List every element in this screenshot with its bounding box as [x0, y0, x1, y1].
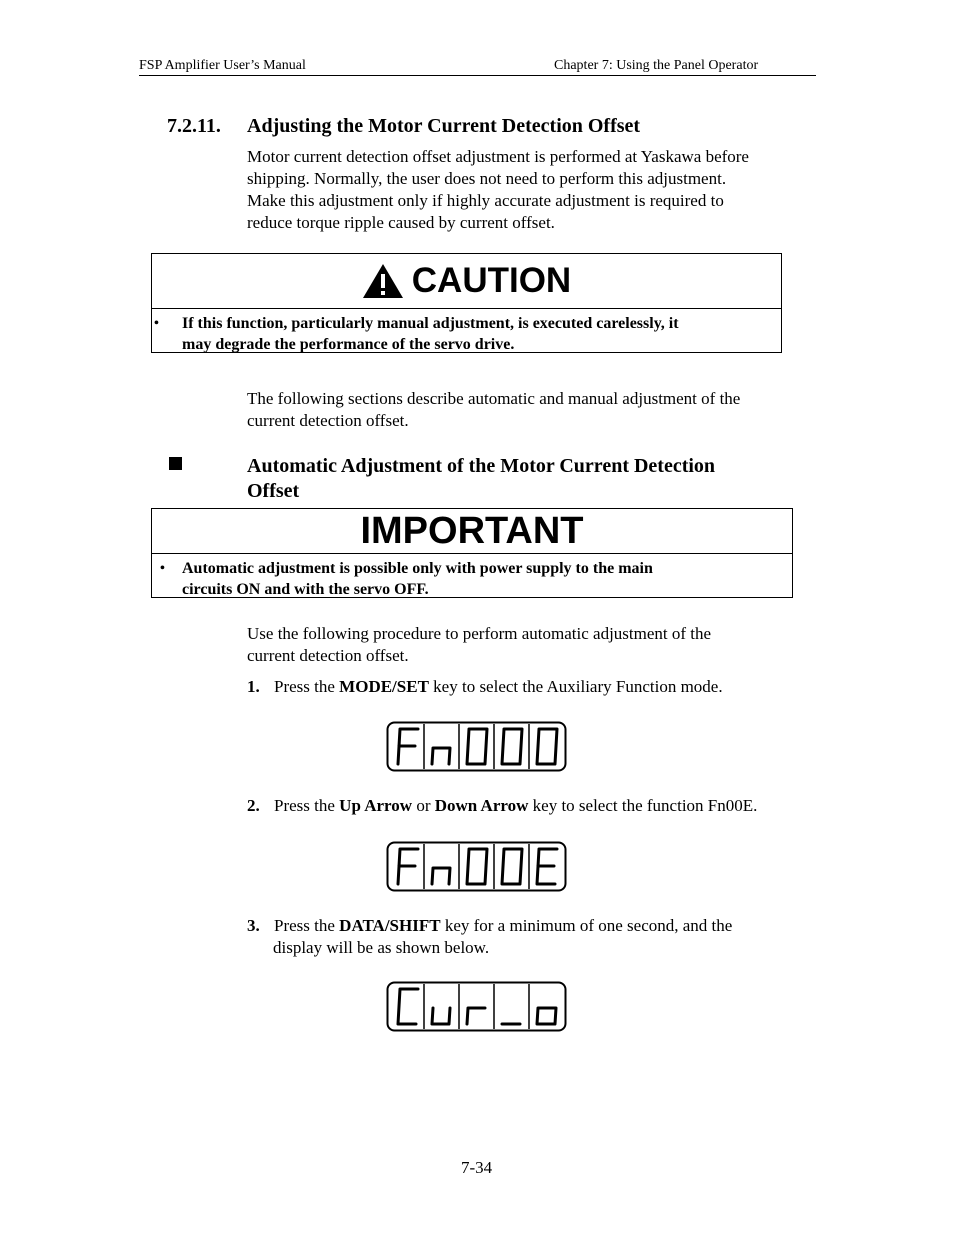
section-number: 7.2.11. [167, 115, 221, 137]
step-text: display will be as shown below. [273, 938, 490, 957]
step-number: 3. [247, 916, 260, 935]
intro-line: Make this adjustment only if highly accurate adjustment is required to [247, 191, 724, 210]
important-body [152, 554, 792, 600]
important-title: IMPORTANT [360, 509, 584, 552]
header-rule [139, 75, 816, 76]
caution-body [152, 309, 781, 355]
step-text: key for a minimum of one second, and the [440, 916, 733, 935]
subsection-title-line: Offset [247, 480, 300, 502]
step-2 [247, 795, 817, 817]
caution-title: CAUTION [411, 261, 572, 300]
step-text: key to select the function Fn00E. [528, 796, 758, 815]
step-text: Press the [274, 677, 340, 696]
section-title: Adjusting the Motor Current Detection Offset [247, 115, 641, 137]
page-number: 7-34 [461, 1158, 493, 1177]
procedure-line: Use the following procedure to perform automatic adjustment of the [247, 624, 712, 643]
intro-line: reduce torque ripple caused by current offset. [247, 213, 555, 232]
caution-bullet: • [154, 316, 159, 331]
step-3 [247, 915, 817, 959]
important-line: Automatic adjustment is possible only with power supply to the main [182, 560, 653, 577]
panel-display-fn00e [386, 841, 567, 892]
sections-paragraph [247, 388, 817, 432]
step-number: 1. [247, 677, 260, 696]
key-name: Up Arrow [339, 796, 413, 815]
step-text: key to select the Auxiliary Function mode. [428, 677, 723, 696]
subsection-title [247, 454, 807, 504]
sections-line: current detection offset. [247, 411, 409, 430]
warning-triangle-icon [362, 263, 404, 299]
key-name: DATA/SHIFT [339, 916, 441, 935]
intro-line: Motor current detection offset adjustment is performed at Yaskawa before [247, 147, 749, 166]
step-text: Press the [274, 796, 340, 815]
procedure-paragraph [247, 623, 817, 667]
important-line: circuits ON and with the servo OFF. [182, 581, 429, 598]
key-name: MODE/SET [339, 677, 429, 696]
step-text: or [412, 796, 435, 815]
step-1 [247, 676, 817, 698]
panel-display-cur-o [386, 981, 567, 1032]
procedure-line: current detection offset. [247, 646, 409, 665]
running-header-chapter: Chapter 7: Using the Panel Operator [554, 58, 759, 73]
key-name: Down Arrow [434, 796, 529, 815]
step-number: 2. [247, 796, 260, 815]
panel-display-fn000 [386, 721, 567, 772]
intro-paragraph [247, 146, 817, 234]
important-bullet: • [160, 561, 165, 576]
caution-heading [152, 254, 781, 309]
step-text: Press the [274, 916, 340, 935]
running-header-manual-title: FSP Amplifier User’s Manual [139, 58, 306, 73]
important-box [151, 508, 793, 598]
intro-line: shipping. Normally, the user does not need to perform this adjustment. [247, 169, 727, 188]
important-heading [152, 509, 792, 554]
subsection-title-line: Automatic Adjustment of the Motor Current Detection [247, 455, 716, 477]
caution-box [151, 253, 782, 353]
filled-square-icon [169, 457, 182, 470]
caution-line: If this function, particularly manual adjustment, is executed carelessly, it [182, 315, 679, 332]
caution-line: may degrade the performance of the servo drive. [182, 336, 515, 353]
sections-line: The following sections describe automatic and manual adjustment of the [247, 389, 741, 408]
